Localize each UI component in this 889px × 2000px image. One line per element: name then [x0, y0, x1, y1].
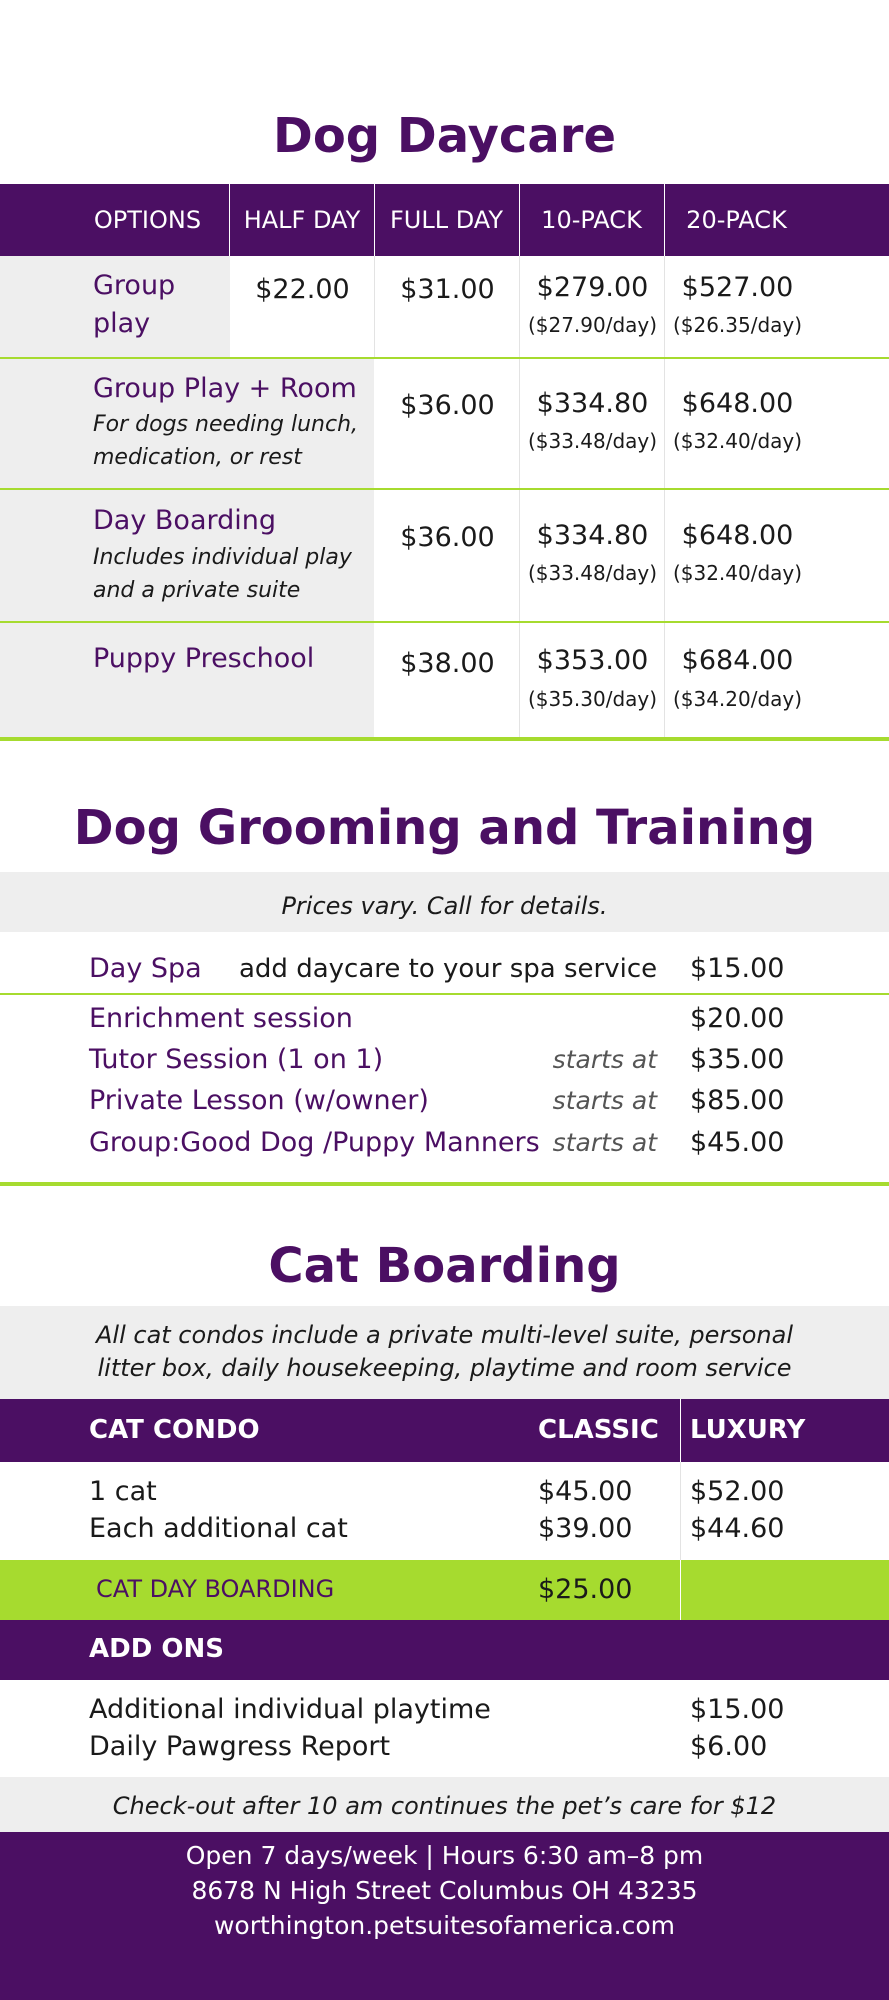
addon-price: $6.00 — [690, 1731, 768, 1762]
grooming-title: Dog Grooming and Training — [73, 800, 816, 856]
cat-day-boarding-price: $25.00 — [538, 1574, 633, 1605]
cell-divider — [374, 256, 375, 358]
starts-at-label: starts at — [552, 1128, 657, 1157]
row-label-group-play: Group — [93, 270, 176, 301]
per-day-10-pack: ($35.30/day) — [527, 687, 658, 711]
row-sub-day-boarding: Includes individual play — [93, 545, 352, 570]
row-separator — [0, 621, 889, 623]
service-label: Enrichment session — [89, 1003, 353, 1034]
header-classic: CLASSIC — [538, 1415, 659, 1445]
price-10-pack: $279.00 — [536, 272, 649, 303]
footer-hours: Open 7 days/week | Hours 6:30 am–8 pm — [185, 1841, 704, 1870]
day-spa-label: Day Spa — [89, 953, 202, 984]
header-divider — [664, 184, 665, 256]
footer-address: 8678 N High Street Columbus OH 43235 — [191, 1876, 698, 1905]
per-day-20-pack: ($26.35/day) — [672, 313, 803, 337]
price-10-pack: $334.80 — [536, 520, 649, 551]
row-sub-group-play-room-line2: medication, or rest — [93, 445, 302, 470]
starts-at-label: starts at — [552, 1045, 657, 1074]
cell-divider — [680, 1560, 681, 1620]
header-divider — [519, 184, 520, 256]
price-full-day: $36.00 — [400, 522, 495, 553]
cat-classic-price: $39.00 — [538, 1513, 633, 1544]
price-10-pack: $334.80 — [536, 388, 649, 419]
cat-intro-line1: All cat condos include a private multi-level suite, personal — [95, 1321, 794, 1349]
service-price: $45.00 — [690, 1127, 785, 1158]
cat-day-boarding-label: CAT DAY BOARDING — [96, 1575, 335, 1603]
cat-intro-line2: litter box, daily housekeeping, playtime and room service — [97, 1354, 792, 1382]
row-separator — [0, 357, 889, 359]
price-full-day: $36.00 — [400, 390, 495, 421]
checkout-note: Check-out after 10 am continues the pet’s care for $12 — [112, 1792, 777, 1820]
addon-label: Daily Pawgress Report — [89, 1731, 391, 1762]
row-sub-group-play-room: For dogs needing lunch, — [93, 412, 359, 437]
header-10-pack: 10-PACK — [541, 206, 642, 234]
header-luxury: LUXURY — [690, 1415, 806, 1445]
header-half-day: HALF DAY — [243, 206, 361, 234]
price-half-day: $22.00 — [255, 274, 350, 305]
header-divider — [680, 1399, 681, 1462]
price-20-pack: $527.00 — [681, 272, 794, 303]
header-divider — [374, 184, 375, 256]
price-10-pack: $353.00 — [536, 645, 649, 676]
grooming-separator — [0, 993, 889, 995]
addons-header: ADD ONS — [89, 1634, 224, 1664]
row-label-group-play-line2: play — [93, 308, 151, 339]
header-cat-condo: CAT CONDO — [89, 1415, 260, 1445]
service-price: $20.00 — [690, 1003, 785, 1034]
cat-luxury-price: $52.00 — [690, 1476, 785, 1507]
footer-website[interactable]: worthington.petsuitesofamerica.com — [213, 1911, 676, 1940]
per-day-10-pack: ($33.48/day) — [527, 561, 658, 585]
row-separator — [0, 488, 889, 490]
cat-luxury-price: $44.60 — [690, 1513, 785, 1544]
header-options: OPTIONS — [93, 206, 202, 234]
per-day-20-pack: ($32.40/day) — [672, 429, 803, 453]
per-day-10-pack: ($33.48/day) — [527, 429, 658, 453]
row-label-puppy-preschool: Puppy Preschool — [93, 643, 315, 674]
cat-title: Cat Boarding — [268, 1238, 621, 1294]
cat-row-label: 1 cat — [89, 1476, 157, 1507]
service-price: $85.00 — [690, 1085, 785, 1116]
service-label: Group:Good Dog /Puppy Manners — [89, 1127, 540, 1158]
section-separator — [0, 1182, 889, 1186]
service-label: Tutor Session (1 on 1) — [89, 1044, 384, 1075]
section-separator — [0, 737, 889, 741]
price-20-pack: $684.00 — [681, 645, 794, 676]
day-spa-description: add daycare to your spa service — [239, 954, 658, 984]
per-day-10-pack: ($27.90/day) — [527, 313, 658, 337]
price-20-pack: $648.00 — [681, 520, 794, 551]
header-20-pack: 20-PACK — [686, 206, 787, 234]
row-label-day-boarding: Day Boarding — [93, 505, 277, 536]
per-day-20-pack: ($32.40/day) — [672, 561, 803, 585]
grooming-note: Prices vary. Call for details. — [281, 892, 608, 920]
service-price: $35.00 — [690, 1044, 785, 1075]
per-day-20-pack: ($34.20/day) — [672, 687, 803, 711]
header-full-day: FULL DAY — [389, 206, 503, 234]
service-label: Private Lesson (w/owner) — [89, 1085, 429, 1116]
cat-row-label: Each additional cat — [89, 1513, 348, 1544]
day-spa-price: $15.00 — [690, 953, 785, 984]
price-full-day: $31.00 — [400, 274, 495, 305]
price-full-day: $38.00 — [400, 648, 495, 679]
row-label-group-play-room: Group Play + Room — [93, 373, 357, 404]
cat-intro-bar — [0, 1306, 889, 1399]
addon-label: Additional individual playtime — [89, 1694, 491, 1725]
cell-divider — [680, 1462, 681, 1560]
cat-classic-price: $45.00 — [538, 1476, 633, 1507]
starts-at-label: starts at — [552, 1086, 657, 1115]
addon-price: $15.00 — [690, 1694, 785, 1725]
daycare-title: Dog Daycare — [272, 108, 616, 164]
header-divider — [229, 184, 230, 256]
row-sub-day-boarding-line2: and a private suite — [93, 578, 301, 603]
price-20-pack: $648.00 — [681, 388, 794, 419]
